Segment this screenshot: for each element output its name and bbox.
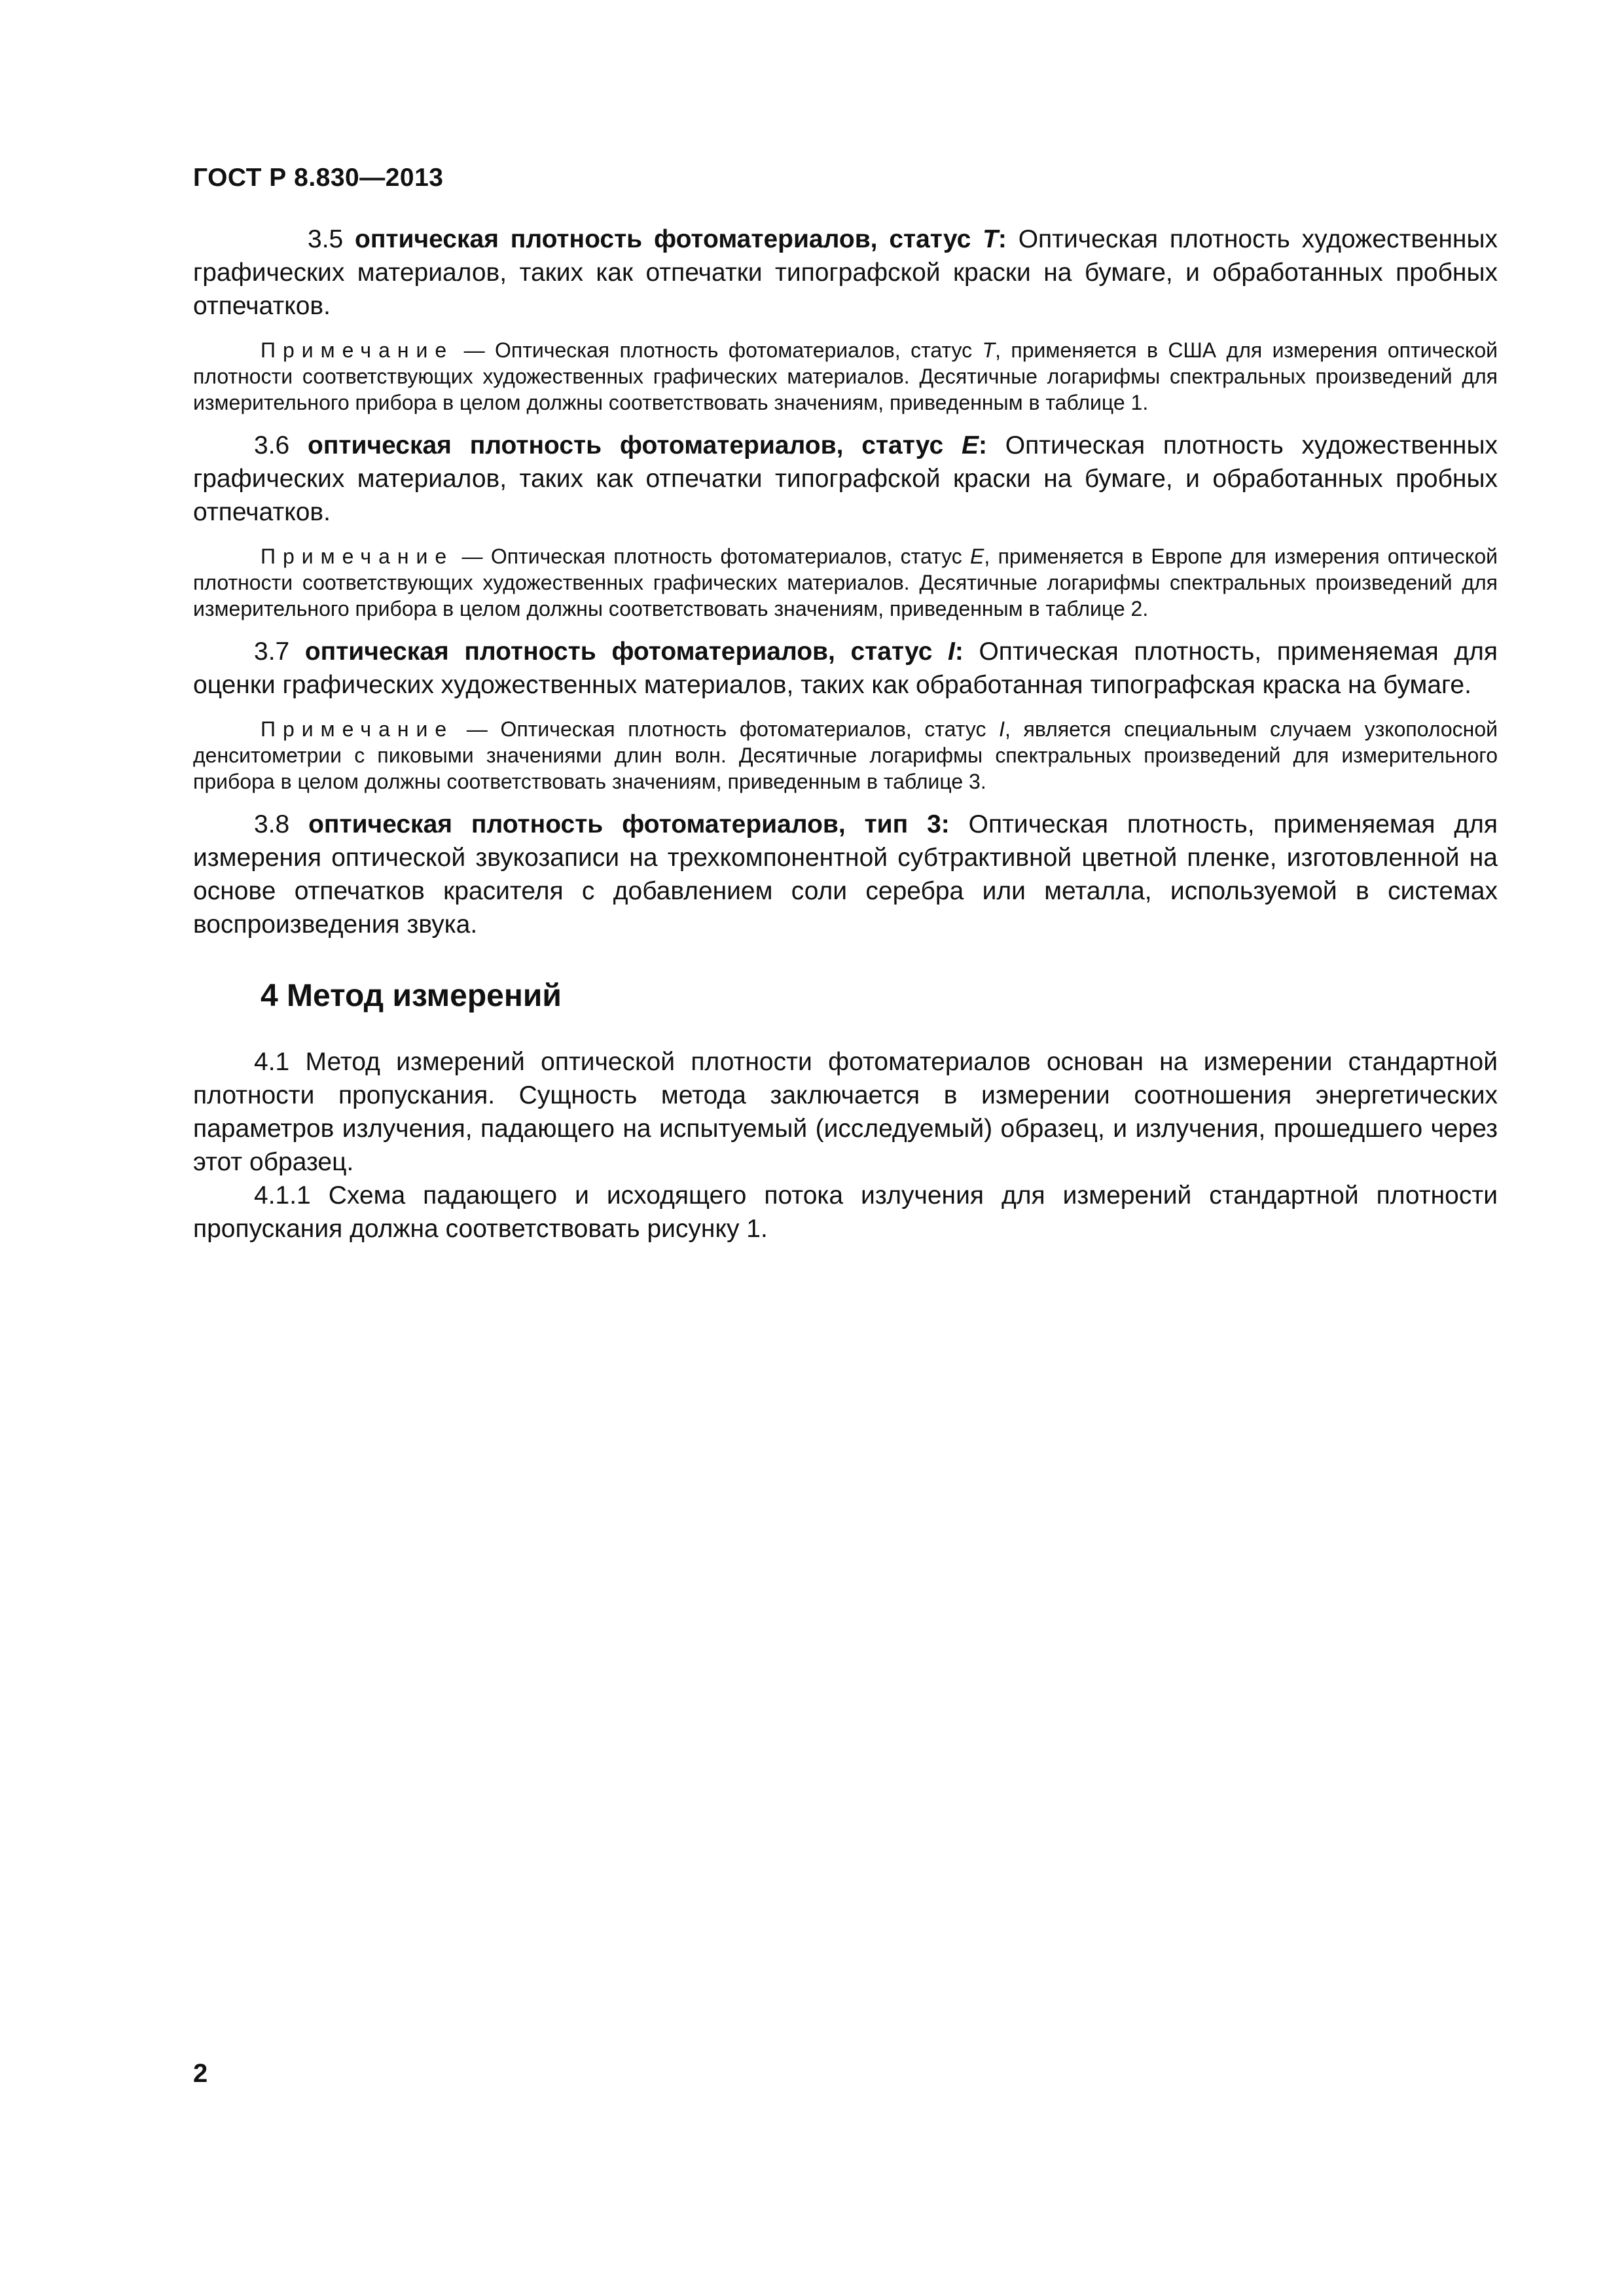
note-3-7: Примечание — Оптическая плотность фотоматериалов, статус I, является специальным случаем узкополосной денситометрии с пиковыми значениями длин волн. Десятичные логарифмы спектральных произведений для измерительного прибора в целом должны соответствовать значениям, приведенным в таблице 3. bbox=[193, 717, 1498, 793]
status-letter: E bbox=[961, 431, 979, 459]
term-number: 3.6 bbox=[254, 431, 290, 459]
term-3-5 bbox=[193, 223, 1498, 323]
term-definition: Оптическая плотность, применяемая для оценки графических художественных материалов, таких как обработанная типографская краска на бумаге. bbox=[193, 637, 1498, 699]
term-number: 3.8 bbox=[254, 810, 290, 838]
page-content bbox=[193, 223, 1498, 1246]
note-label: Примечание bbox=[261, 338, 454, 362]
term-definition: Оптическая плотность художественных графических материалов, таких как отпечатки типографской краски на бумаге, и обработанных пробных отпечатков. bbox=[193, 225, 1498, 320]
section-heading: 4 Метод измерений bbox=[261, 978, 562, 1013]
term-title: оптическая плотность фотоматериалов, статус T: bbox=[355, 225, 1007, 253]
note-status-letter: E bbox=[970, 545, 984, 568]
term-title: оптическая плотность фотоматериалов, тип 3: bbox=[308, 810, 950, 838]
term-3-6 bbox=[193, 429, 1498, 529]
paragraph-4-1-1: 4.1.1 Схема падающего и исходящего потока излучения для измерений стандартной плотности пропускания должна соответствовать рисунку 1. bbox=[193, 1181, 1498, 1243]
paragraph-4-1: 4.1 Метод измерений оптической плотности фотоматериалов основан на измерении стандартной плотности пропускания. Сущность метода заключается в измерении соотношения энергетических параметров излучения, падающего на испытуемый (исследуемый) образец, и излучения, прошедшего через этот образец. bbox=[193, 1048, 1498, 1176]
page-number: 2 bbox=[193, 2059, 208, 2088]
note-status-letter: T bbox=[982, 338, 996, 362]
note-3-6: Примечание — Оптическая плотность фотоматериалов, статус E, применяется в Европе для измерения оптической плотности соответствующих художественных графических материалов. Десятичные логарифмы спектральных произведений для измерительного прибора в целом должны соответствовать значениям, приведенным в таблице 2. bbox=[193, 545, 1498, 620]
term-title: оптическая плотность фотоматериалов, статус E: bbox=[308, 431, 987, 459]
note-label: Примечание bbox=[261, 545, 454, 568]
term-3-8 bbox=[193, 808, 1498, 941]
document-header: ГОСТ Р 8.830—2013 bbox=[193, 164, 444, 192]
term-title: оптическая плотность фотоматериалов, статус I: bbox=[304, 637, 964, 666]
note-3-5: Примечание — Оптическая плотность фотоматериалов, статус T, применяется в США для измерения оптической плотности соответствующих художественных графических материалов. Десятичные логарифмы спектральных произведений для измерительного прибора в целом должны соответствовать значениям, приведенным в таблице 1. bbox=[193, 338, 1498, 414]
status-letter: T bbox=[983, 225, 998, 253]
note-label: Примечание bbox=[261, 717, 454, 741]
term-number: 3.5 bbox=[308, 225, 344, 253]
status-letter: I bbox=[948, 637, 955, 666]
note-status-letter: I bbox=[999, 717, 1005, 741]
term-3-7 bbox=[193, 635, 1498, 702]
term-definition: Оптическая плотность художественных графических материалов, таких как отпечатки типографской краски на бумаге, и обработанных пробных отпечатков. bbox=[193, 431, 1498, 526]
term-definition: Оптическая плотность, применяемая для измерения оптической звукозаписи на трехкомпонентной субтрактивной цветной пленке, изготовленной на основе отпечатков красителя с добавлением соли серебра или металла, используемой в системах воспроизведения звука. bbox=[193, 810, 1498, 939]
term-number: 3.7 bbox=[254, 637, 290, 666]
